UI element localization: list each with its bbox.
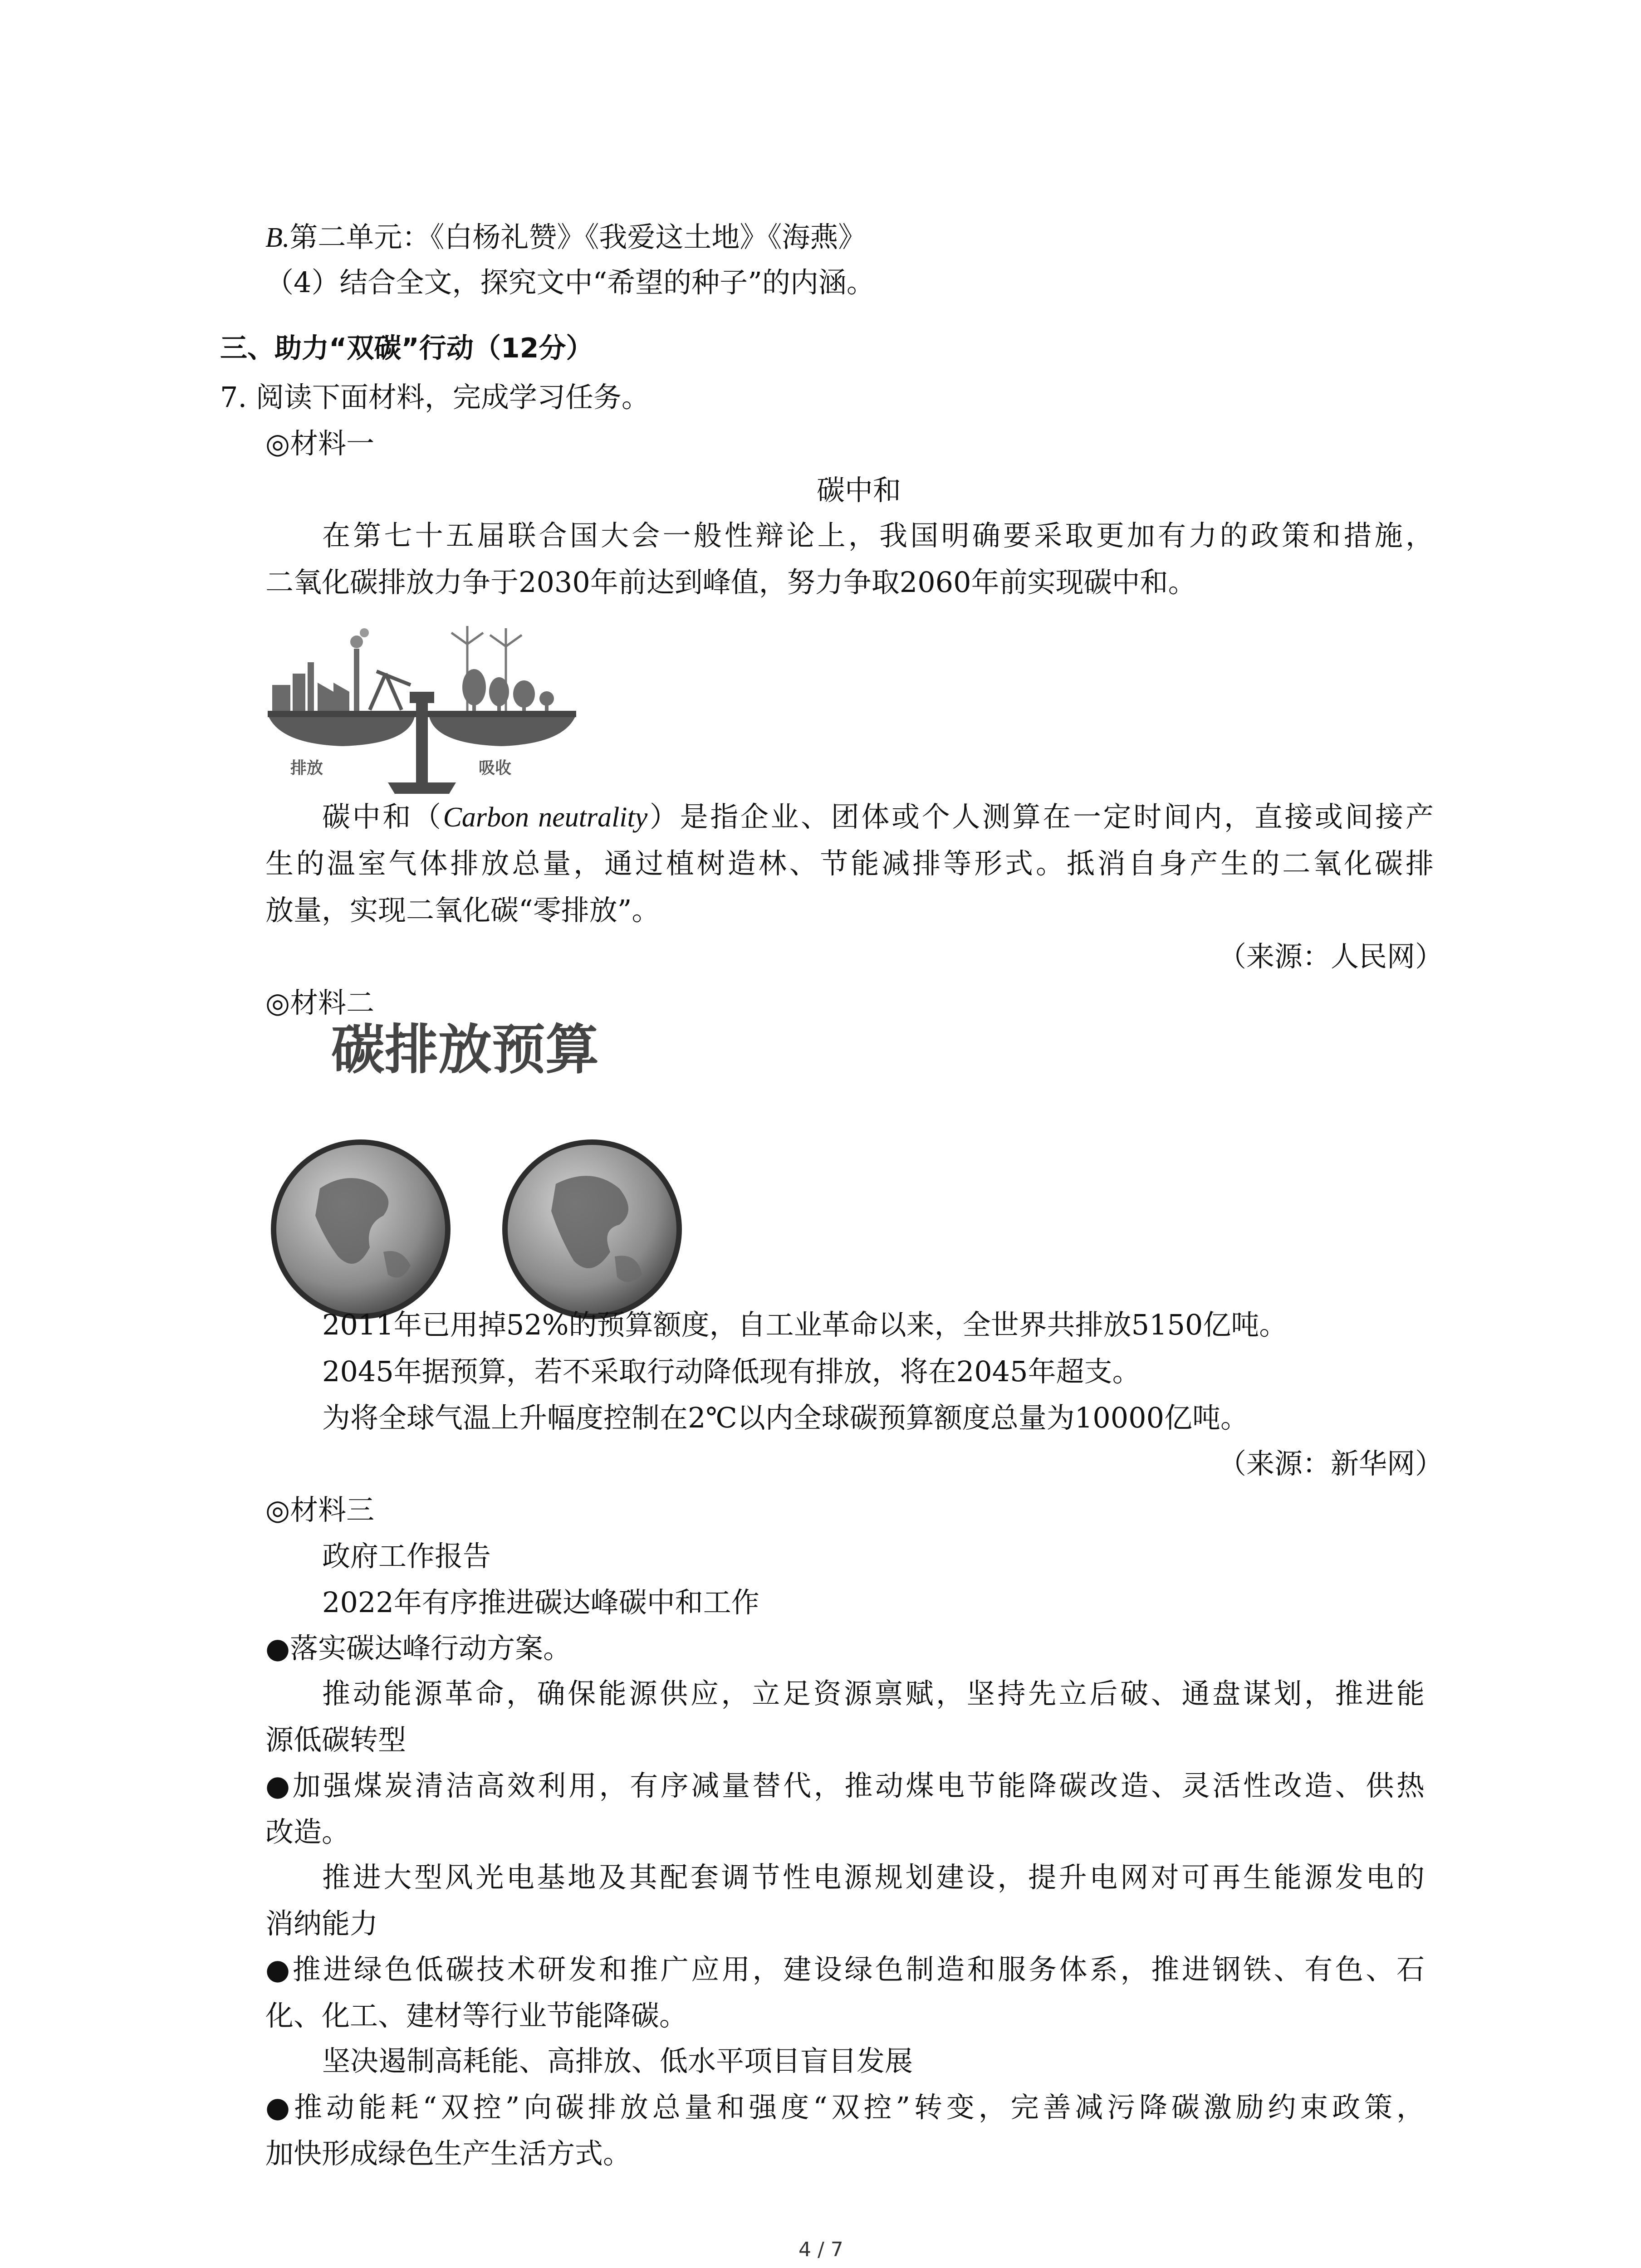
globes-illustration: [265, 1139, 687, 1320]
material-3-bullet3-line2: 化、化工、建材等行业节能降碳。: [265, 1999, 688, 2032]
sub-question-4: （4）结合全文，探究文中“希望的种子”的内涵。: [265, 266, 875, 299]
section-heading: 三、助力“双碳”行动（12分）: [220, 332, 593, 364]
factory-icon: [272, 628, 369, 712]
material-2-source: （来源：新华网）: [1218, 1447, 1444, 1480]
material-1-title: 碳中和: [817, 474, 901, 507]
option-b-text: 第二单元：《白杨礼赞》《我爱这土地》《海燕》: [289, 220, 867, 254]
material-3-line1: 政府工作报告: [322, 1540, 491, 1573]
material-3-bullet1: ●落实碳达峰行动方案。: [265, 1632, 572, 1665]
tree-icon: [462, 669, 554, 712]
oil-pump-icon: [370, 671, 411, 710]
para2-prefix: 碳中和（: [322, 800, 443, 833]
material-1-para2-line2: 生的温室气体排放总量，通过植树造林、节能减排等形式。抵消自身产生的二氧化碳排: [265, 847, 1434, 880]
para2-rest: ）是指企业、团体或个人测算在一定时间内，直接或间接产: [647, 800, 1434, 833]
english-term: Carbon neutrality: [443, 802, 648, 833]
material-3-sub1-line2: 源低碳转型: [265, 1723, 407, 1756]
material-3-line2: 2022年有序推进碳达峰碳中和工作: [322, 1586, 759, 1619]
material-1-para1-line2: 二氧化碳排放力争于2030年前达到峰值，努力争取2060年前实现碳中和。: [265, 566, 1196, 599]
material-1-para2-line1: [322, 800, 1434, 833]
material-3-sub1-line1: 推动能源革命，确保能源供应，立足资源禀赋，坚持先立后破、通盘谋划，推进能: [322, 1677, 1425, 1710]
material-3-bullet4-line1: ●推动能耗“双控”向碳排放总量和强度“双控”转变，完善减污降碳激励约束政策，: [265, 2091, 1425, 2124]
material-1-para2-line3: 放量，实现二氧化碳“零排放”。: [265, 894, 660, 927]
material-2-line1: 2011年已用掉52%的预算额度，自工业革命以来，全世界共排放5150亿吨。: [322, 1308, 1288, 1341]
carbon-budget-title: 碳排放预算: [331, 1018, 599, 1081]
material-3-sub3-line1: 坚决遏制高耗能、高排放、低水平项目盲目发展: [322, 2044, 913, 2077]
emission-label: 排放: [290, 759, 323, 777]
material-3-bullet3-line1: ●推进绿色低碳技术研发和推广应用，建设绿色制造和服务体系，推进钢铁、有色、石: [265, 1953, 1425, 1986]
globe-icon: [271, 1139, 451, 1319]
material-3-bullet2-line2: 改造。: [265, 1815, 350, 1848]
material-1-source: （来源：人民网）: [1218, 940, 1444, 973]
material-1-label: ◎材料一: [265, 427, 375, 460]
material-1-para1-line1: 在第七十五届联合国大会一般性辩论上，我国明确要采取更加有力的政策和措施，: [322, 519, 1434, 552]
material-2-line3: 为将全球气温上升幅度控制在2℃以内全球碳预算额度总量为10000亿吨。: [322, 1401, 1249, 1434]
option-b-letter: B.: [265, 222, 290, 253]
material-3-bullet4-line2: 加快形成绿色生产生活方式。: [265, 2137, 632, 2170]
balance-scale-illustration: [265, 606, 578, 796]
material-3-label: ◎材料三: [265, 1493, 375, 1526]
option-b: [265, 220, 867, 254]
question-7-stem: 7. 阅读下面材料，完成学习任务。: [220, 381, 650, 414]
globe-icon: [502, 1139, 682, 1319]
material-2-label: ◎材料二: [265, 986, 375, 1019]
balance-scale-figure: [265, 606, 578, 796]
material-3-sub2-line2: 消纳能力: [265, 1907, 378, 1940]
material-3-bullet2-line1: ●加强煤炭清洁高效利用，有序减量替代，推动煤电节能降碳改造、灵活性改造、供热: [265, 1769, 1425, 1802]
wind-turbine-icon: [451, 626, 522, 712]
material-3-sub2-line1: 推进大型风光电基地及其配套调节性电源规划建设，提升电网对可再生能源发电的: [322, 1861, 1425, 1894]
material-2-line2: 2045年据预算，若不采取行动降低现有排放，将在2045年超支。: [322, 1355, 1141, 1388]
absorption-label: 吸收: [479, 759, 512, 777]
page-number: 4 / 7: [798, 2238, 843, 2261]
globes-figure: [265, 1139, 687, 1320]
